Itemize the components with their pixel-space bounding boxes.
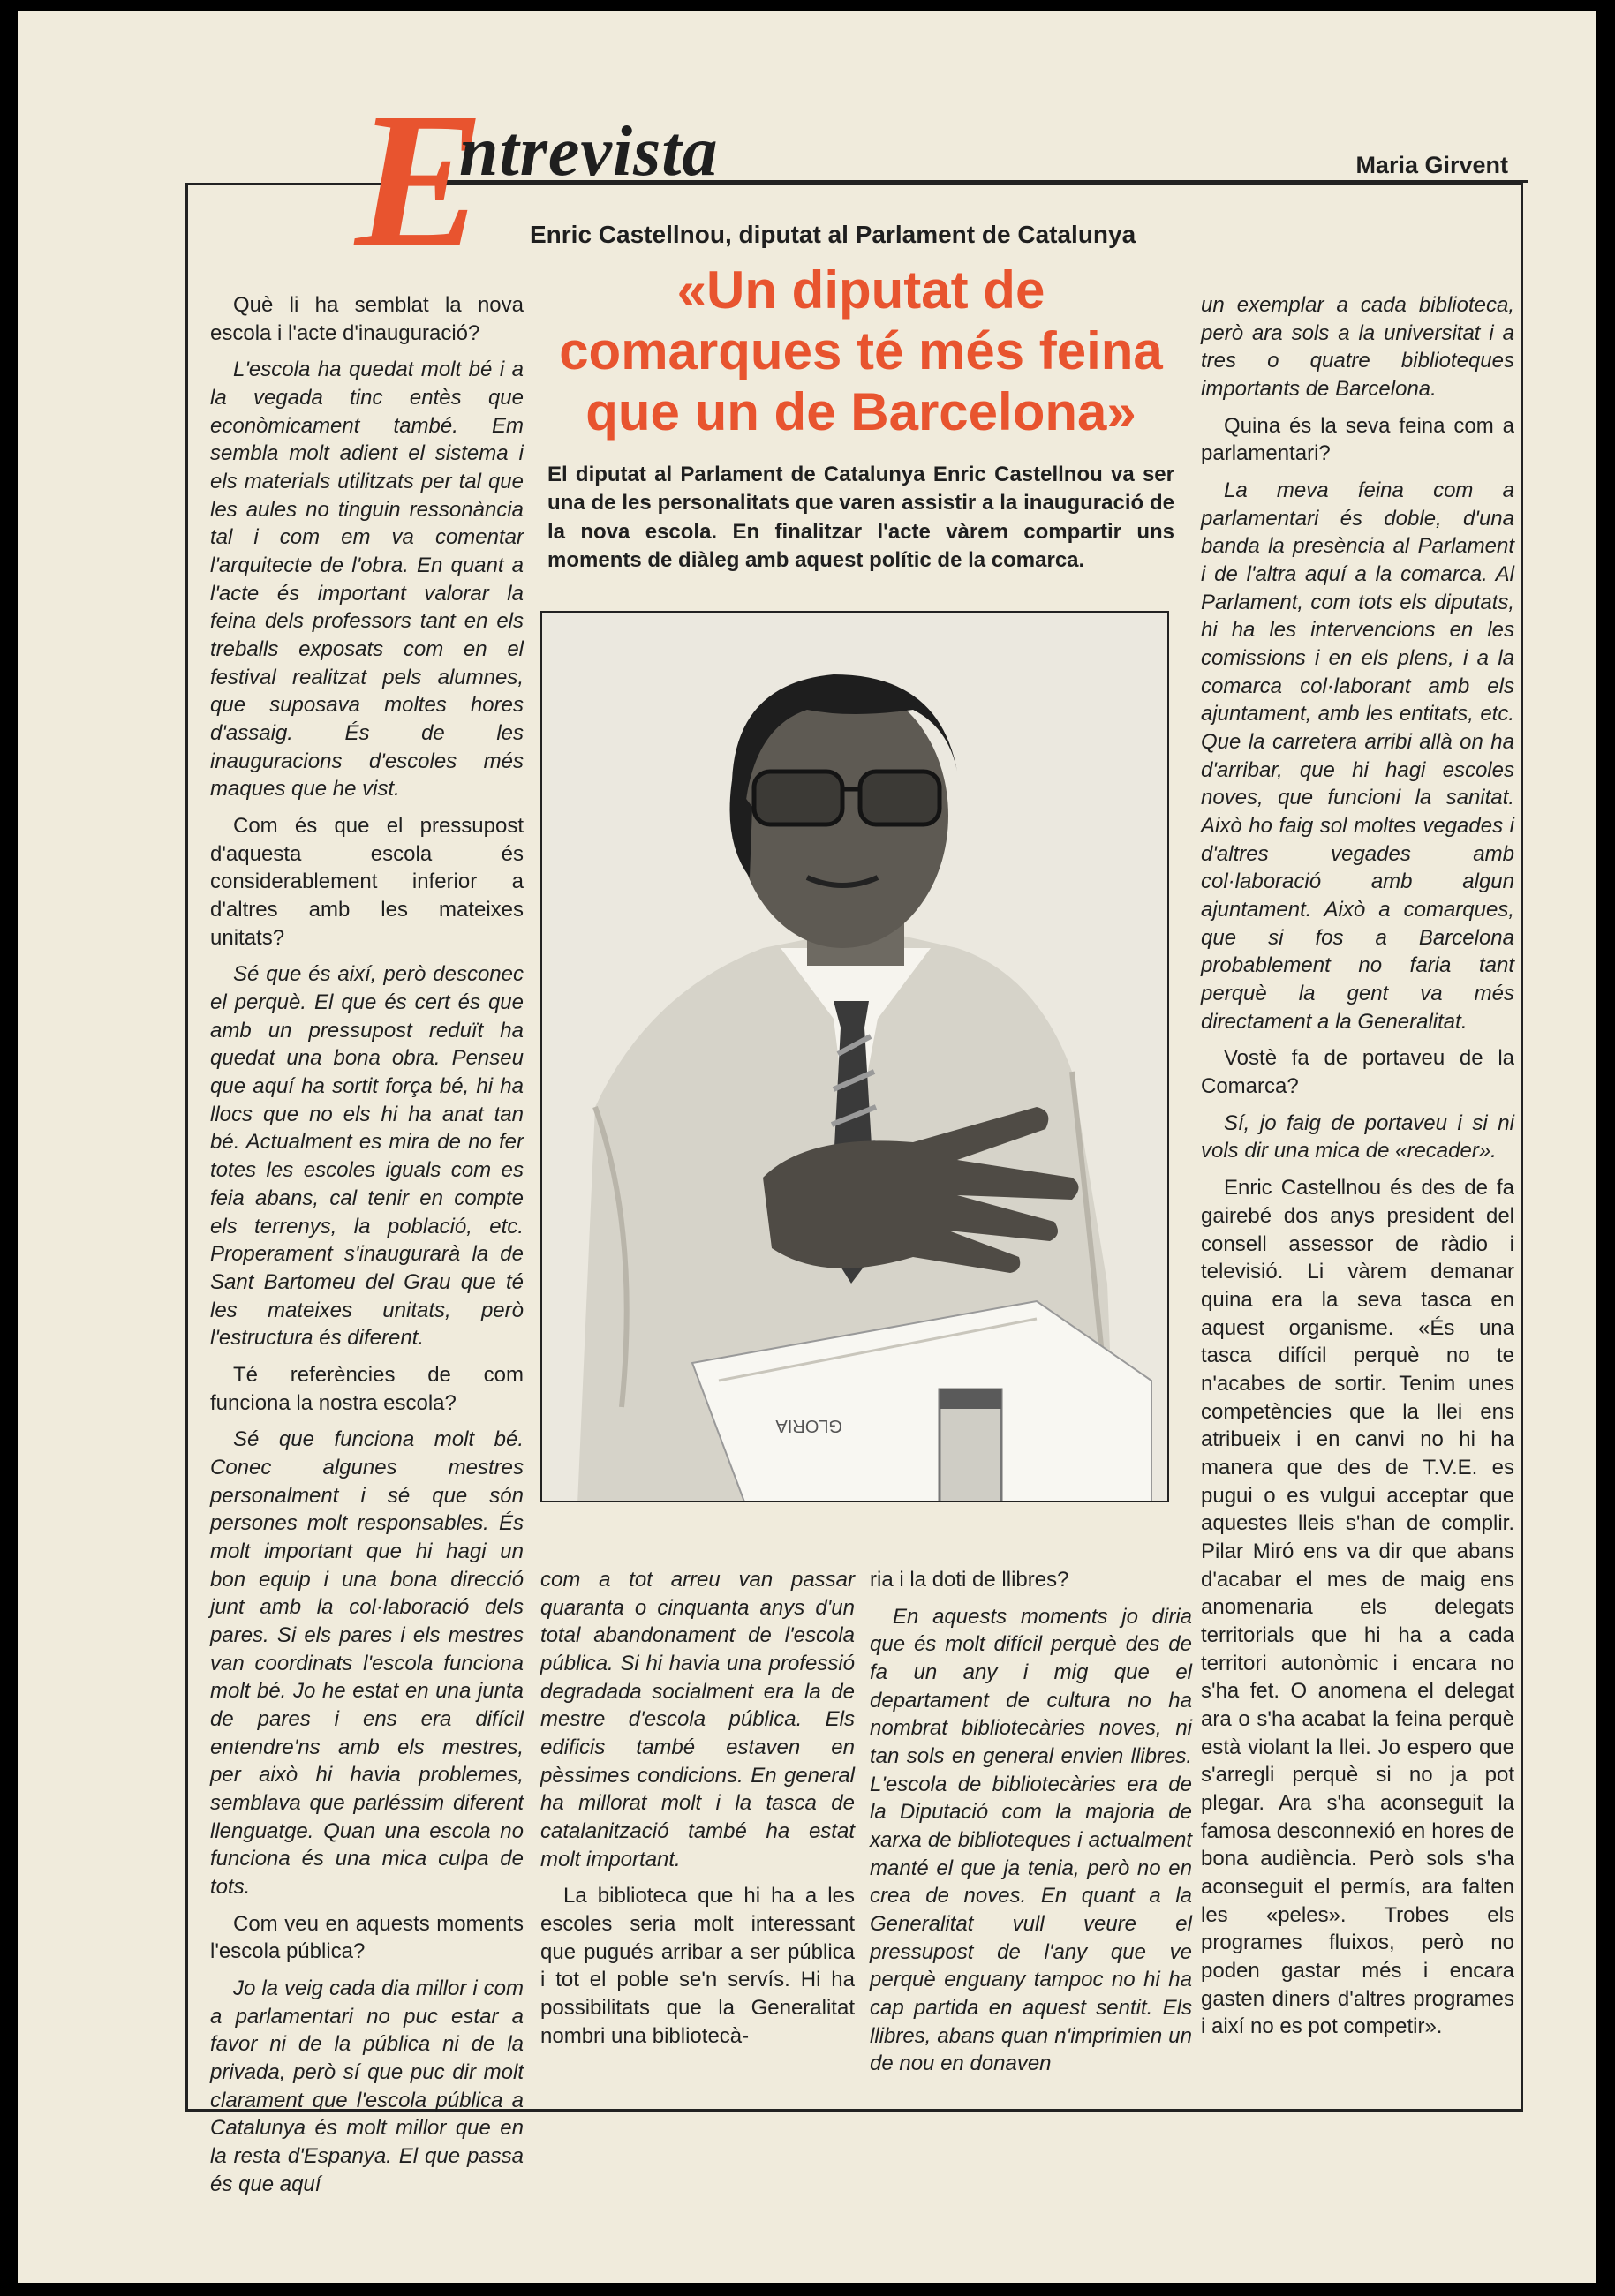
section-title: ntrevista <box>459 113 719 191</box>
question-paragraph: Com veu en aquests moments l'escola pública? <box>210 1911 524 1964</box>
article-headline: «Un diputat de comarques té més feina que un de Barcelona» <box>559 260 1163 441</box>
question-paragraph: Enric Castellnou és des de fa gairebé dos anys president del consell assessor de ràdio i televisió. Li vàrem demanar quina era la seva tasca en aquest organisme. «És una tasca difícil perquè no te n'acabes de sortir. Tenim unes competències que la llei ens atribueix i en canvi no hi ha manera que des de T.V.E. es pugui o es vulgui acceptar que aquestes lleis s'han de complir. Pilar Miró ens va dir que abans d'acabar el mes de maig ens anomenaria els delegats territorials que hi ha a cada territori autonòmic i encara no s'ha fet. O anomena el delegat ara o s'ha acabat la feina perquè està violant la llei. Jo espero que s'arregli perquè si no ja pot plegar. Ara s'ha aconseguit la famosa desconnexió en hores de bona audiència. Però sols s'ha aconseguit el permís, ara falten les «peles». Trobes els programes fluixos, però no poden gastar més i encara gasten diners d'altres programes i així no es pot competir». <box>1201 1176 1514 2039</box>
answer-paragraph: un exemplar a cada biblioteca, però ara sols a la universitat i a tres o quatre biblioteques importants de Barcelona. <box>1201 293 1514 402</box>
question-paragraph: Quina és la seva feina com a parlamentari? <box>1201 413 1514 466</box>
magazine-page <box>18 11 1596 2283</box>
portrait-illustration <box>542 613 1169 1502</box>
answer-paragraph: En aquests moments jo diria que és molt difícil perquè des de fa un any i mig que el departament de cultura no ha nombrat bibliotecàries noves, ni tan sols en general envien llibres. L'escola de bibliotecàries era de la Diputació com la majoria de xarxa de biblioteques i actualment manté el que ja tenia, però no en crea de noves. En quant a la Generalitat vull veure el pressupost de l'any que ve perquè enguany tampoc no hi ha cap partida en aquest sentit. Els llibres, abans quan n'imprimien un de nou en donaven <box>870 1604 1192 2076</box>
article-lead: El diputat al Parlament de Catalunya Enric Castellnou va ser una de les personalitats que varen assistir a la inauguració de la nova escola. En finalitzar l'acte vàrem compartir uns moments de diàleg amb aquest polític de la comarca. <box>547 463 1174 573</box>
article-subtitle: Enric Castellnou, diputat al Parlament de Catalunya <box>530 221 1136 248</box>
portrait-photo <box>540 611 1169 1502</box>
answer-paragraph: L'escola ha quedat molt bé i a la vegada tinc entès que econòmicament també. Em sembla molt adient el sistema i els materials utilitzats per tal que les aules no tinguin ressonància tal i com em va comentar l'arquitecte de l'obra. En quant a l'acte és important valorar la feina dels professors tant en els treballs exposats com en el festival realitzat pels alumnes, que suposava moltes hores d'assaig. És de les inauguracions d'escoles més maques que he vist. <box>210 358 524 802</box>
author-name: Maria Girvent <box>1355 152 1508 178</box>
question-paragraph: La biblioteca que hi ha a les escoles seria molt interessant que pugués arribar a ser pública i tot el poble se'n servís. Hi ha possibilitats que la Generalitat nombri una bibliotecà- <box>540 1884 855 2048</box>
answer-paragraph: La meva feina com a parlamentari és doble, d'una banda la presència al Parlament i de l'altra aquí a la comarca. Al Parlament, com tots els diputats, hi ha les intervencions en les comissions i en els plens, i a la comarca col·laborant amb els ajuntament, amb les entitats, etc. Que la carretera arribi allà on ha d'arribar, que hi hagi escoles noves, que funcioni la sanitat. Això ho faig sol moltes vegades i d'altres vegades amb col·laboració amb algun ajuntament. Això a comarques, que si fos a Barcelona probablement no faria tant perquè la gent va més directament a la Generalitat. <box>1201 478 1514 1034</box>
answer-paragraph: com a tot arreu van passar quaranta o cinquanta anys d'un total abandonament de l'escola pública. Si hi havia una professió degradada socialment era la de mestre d'escola pública. Els edificis també estaven en pèssimes condicions. En general ha millorat molt i la tasca de catalanització també ha estat molt important. <box>540 1568 855 1871</box>
answer-paragraph: Sé que és així, però desconec el perquè. El que és cert és que amb un pressupost reduït ha quedat una bona obra. Penseu que aquí ha sortit força bé, hi ha llocs que no els hi ha anat tan bé. Actualment es mira de no fer totes les escoles iguals com es feia abans, cal tenir en compte els terrenys, la població, etc. Properament s'inaugurarà la de Sant Bartomeu del Grau que té les mateixes unitats, però l'estructura és diferent. <box>210 962 524 1351</box>
answer-paragraph: Jo la veig cada dia millor i com a parlamentari no puc estar a favor ni de la pública ni de la privada, però sí que puc dir molt clarament que l'escola pública a Catalunya és molt millor que en la resta d'Espanya. El que passa és que aquí <box>210 1976 524 2196</box>
question-paragraph: Vostè fa de portaveu de la Comarca? <box>1201 1046 1514 1099</box>
column-2 <box>540 1566 855 2059</box>
section-initial: E <box>355 72 485 288</box>
document-label: GLORIA <box>775 1416 842 1435</box>
question-paragraph: Com és que el pressupost d'aquesta escola és considerablement inferior a d'altres amb les mateixes unitats? <box>210 814 524 950</box>
question-paragraph: Té referències de com funciona la nostra escola? <box>210 1362 524 1415</box>
column-1 <box>210 291 524 2207</box>
column-3 <box>870 1566 1192 2087</box>
question-paragraph: Què li ha semblat la nova escola i l'acte d'inauguració? <box>210 293 524 345</box>
column-4 <box>1201 291 1514 2050</box>
answer-paragraph: Sé que funciona molt bé. Conec algunes mestres personalment i sé que són persones molt responsables. És molt important que hi hagi un bon equip i una bona direcció junt amb la col·laboració dels pares. Si els pares i els mestres van coordinats l'escola funciona molt bé. Jo he estat en una junta de pares i ens era difícil entendre'ns amb els mestres, per això hi havia problemes, semblava que parléssim diferent llenguatge. Quan una escola no funciona és una mica culpa de tots. <box>210 1427 524 1899</box>
answer-paragraph: Sí, jo faig de portaveu i si ni vols dir una mica de «recader». <box>1201 1110 1514 1163</box>
question-paragraph: ria i la doti de llibres? <box>870 1568 1069 1592</box>
